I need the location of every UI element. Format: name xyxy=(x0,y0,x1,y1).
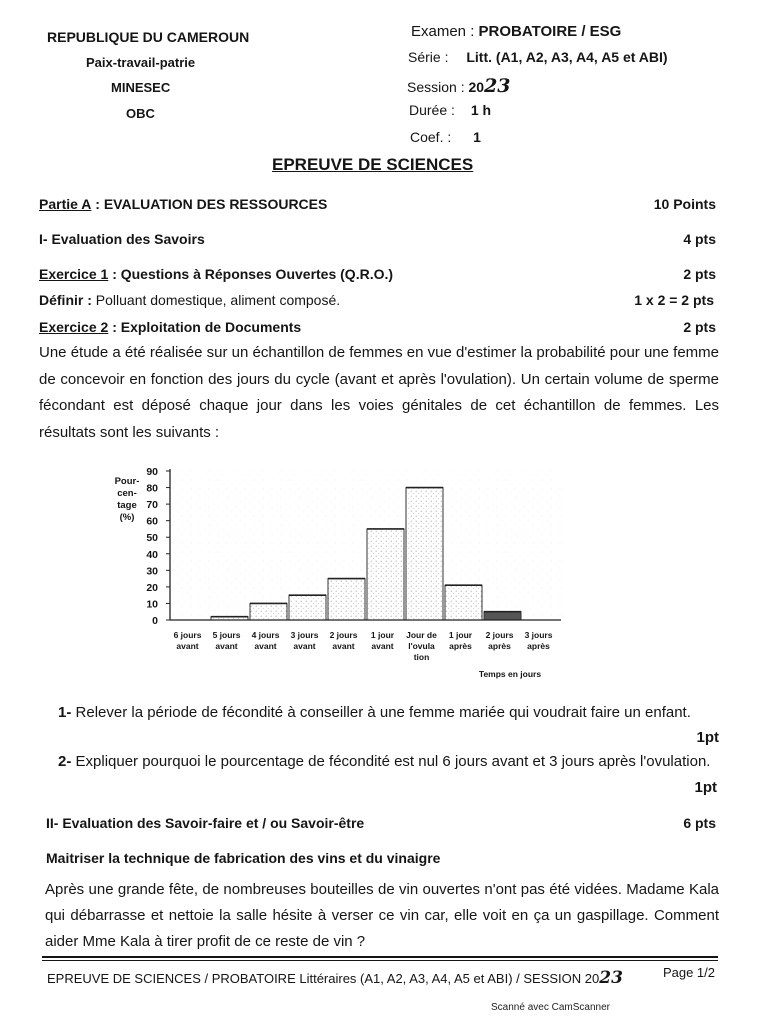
bar xyxy=(445,585,482,620)
footer-text: EPREUVE DE SCIENCES / PROBATOIRE Littéraires (A1, A2, A3, A4, A5 et ABI) / SESSION 20 xyxy=(47,971,600,986)
definir-line xyxy=(39,292,340,308)
definir-label: Définir : xyxy=(39,292,92,308)
x-category-label: avant xyxy=(215,641,238,651)
exercice-2-points: 2 pts xyxy=(683,319,716,335)
x-category-label: après xyxy=(488,641,511,651)
y-tick-label: 50 xyxy=(146,532,158,545)
question-2 xyxy=(45,749,719,775)
bar xyxy=(367,529,404,620)
section-ii-subtitle: Maitriser la technique de fabrication des vins et du vinaigre xyxy=(46,850,441,866)
bar xyxy=(211,617,248,620)
plot-area xyxy=(171,471,562,620)
section-ii-paragraph: Après une grande fête, de nombreuses bouteilles de vin ouvertes n'ont pas été vidées. Madame Kala qui débarrasse et nettoie la salle hésite à verser ce vin car, elle voit en ça un gaspillage. Comment aider Mme Kala à tirer profit de ce reste de vin ? xyxy=(45,881,719,950)
footer-rule xyxy=(42,956,718,958)
coef-line xyxy=(410,129,481,145)
session-line xyxy=(407,75,511,97)
footer-handwritten: 23 xyxy=(599,968,623,988)
header-country: REPUBLIQUE DU CAMEROUN xyxy=(47,29,250,45)
bar xyxy=(289,595,326,620)
footer-rule-thin xyxy=(42,960,718,961)
x-category-label: avant xyxy=(371,641,394,651)
bar xyxy=(250,603,287,620)
exercice-2-heading xyxy=(39,319,301,335)
y-tick-label: 90 xyxy=(146,466,158,478)
y-tick-label: 20 xyxy=(146,581,158,594)
session-handwritten: 23 xyxy=(484,75,511,97)
x-category-label: tion xyxy=(413,652,430,662)
y-tick-label: 40 xyxy=(146,548,158,561)
question-2-points: 1pt xyxy=(694,779,717,796)
exam-label: Examen : xyxy=(411,23,475,40)
question-1-points: 1pt xyxy=(696,729,719,746)
partie-a-points: 10 Points xyxy=(653,196,716,212)
x-category-label: avant xyxy=(332,641,355,651)
partie-a-label: Partie A xyxy=(39,196,92,212)
coef-value: 1 xyxy=(473,129,481,145)
y-axis-label: tage xyxy=(117,500,137,511)
partie-a-title: : EVALUATION DES RESSOURCES xyxy=(95,196,328,212)
definir-text: Polluant domestique, aliment composé. xyxy=(95,292,341,308)
bar xyxy=(406,488,443,620)
exercice-2-label: Exercice 2 xyxy=(39,319,109,335)
section-ii-points: 6 pts xyxy=(683,815,716,831)
y-axis-label: Pour- xyxy=(114,476,140,487)
partie-a-heading xyxy=(39,196,327,212)
serie-value: Litt. (A1, A2, A3, A4, A5 et ABI) xyxy=(466,49,668,65)
duree-line xyxy=(409,102,491,118)
bar xyxy=(328,579,365,620)
page-title: EPREUVE DE SCIENCES xyxy=(272,155,474,174)
x-category-label: Jour de xyxy=(406,630,437,640)
duree-label: Durée : xyxy=(409,102,455,118)
x-category-label: 2 jours xyxy=(485,630,514,640)
x-category-label: 1 jour xyxy=(370,630,395,640)
x-category-label: 3 jours xyxy=(290,630,319,640)
x-category-label: avant xyxy=(293,641,316,651)
question-1 xyxy=(58,704,691,721)
definir-points: 1 x 2 = 2 pts xyxy=(634,292,714,308)
exercice-1-heading xyxy=(39,266,393,282)
coef-label: Coef. : xyxy=(410,129,452,145)
x-category-label: 1 jour xyxy=(448,630,473,640)
x-axis-label: Temps en jours xyxy=(478,669,542,679)
question-1-text: Relever la période de fécondité à conseiller à une femme mariée qui voudrait faire un enfant. xyxy=(75,704,691,721)
x-category-label: l'ovula xyxy=(408,641,435,651)
section-i-points: 4 pts xyxy=(683,231,716,247)
x-category-label: avant xyxy=(254,641,277,651)
footer-page: Page 1/2 xyxy=(662,965,715,980)
footer-text-line xyxy=(47,968,623,988)
serie-line xyxy=(408,49,668,65)
header-motto: Paix-travail-patrie xyxy=(86,55,196,70)
exam-line xyxy=(411,23,621,40)
x-category-label: après xyxy=(527,641,550,651)
y-tick-label: 30 xyxy=(146,565,158,578)
exercice-1-title: : Questions à Réponses Ouvertes (Q.R.O.) xyxy=(112,266,394,282)
header-ministry: MINESEC xyxy=(111,80,171,95)
y-axis-label: (%) xyxy=(119,512,135,523)
question-1-number: 1- xyxy=(58,704,72,721)
session-prefix: 20 xyxy=(468,79,485,95)
y-tick-label: 60 xyxy=(146,515,158,528)
exercice-2-title: : Exploitation de Documents xyxy=(112,319,302,335)
y-axis-label: cen- xyxy=(117,488,137,499)
y-tick-label: 0 xyxy=(152,615,158,627)
bar xyxy=(484,612,521,620)
exam-value: PROBATOIRE / ESG xyxy=(478,23,622,40)
x-category-label: après xyxy=(449,641,472,651)
section-ii-heading: II- Evaluation des Savoir-faire et / ou Savoir-être xyxy=(46,815,365,831)
x-category-label: avant xyxy=(176,641,199,651)
y-tick-label: 80 xyxy=(146,482,158,495)
duree-value: 1 h xyxy=(470,102,492,118)
x-category-label: 3 jours xyxy=(524,630,553,640)
serie-label: Série : xyxy=(408,49,449,65)
question-2-text: Expliquer pourquoi le pourcentage de fécondité est nul 6 jours avant et 3 jours après l'ovulation. xyxy=(75,753,711,770)
exercice-1-label: Exercice 1 xyxy=(39,266,109,282)
y-tick-label: 70 xyxy=(146,499,158,512)
x-category-label: 2 jours xyxy=(329,630,358,640)
session-label: Session : xyxy=(407,79,465,95)
section-i-heading: I- Evaluation des Savoirs xyxy=(39,231,205,247)
exercice-1-points: 2 pts xyxy=(683,266,716,282)
y-tick-label: 10 xyxy=(146,598,158,611)
header-office: OBC xyxy=(126,106,155,121)
x-category-label: 4 jours xyxy=(251,630,280,640)
x-category-label: 5 jours xyxy=(212,630,241,640)
x-category-label: 6 jours xyxy=(173,630,202,640)
question-2-number: 2- xyxy=(58,753,72,770)
scanner-watermark: Scanné avec CamScanner xyxy=(491,1002,610,1013)
exercice-2-paragraph: Une étude a été réalisée sur un échantillon de femmes en vue d'estimer la probabilité pour une femme de concevoir en fonction des jours du cycle (avant et après l'ovulation). Un certain volume de sperme fécondant est déposé chaque jour dans les voies génitales de cet échantillon de femmes. Les résultats sont les suivants : xyxy=(39,344,719,441)
